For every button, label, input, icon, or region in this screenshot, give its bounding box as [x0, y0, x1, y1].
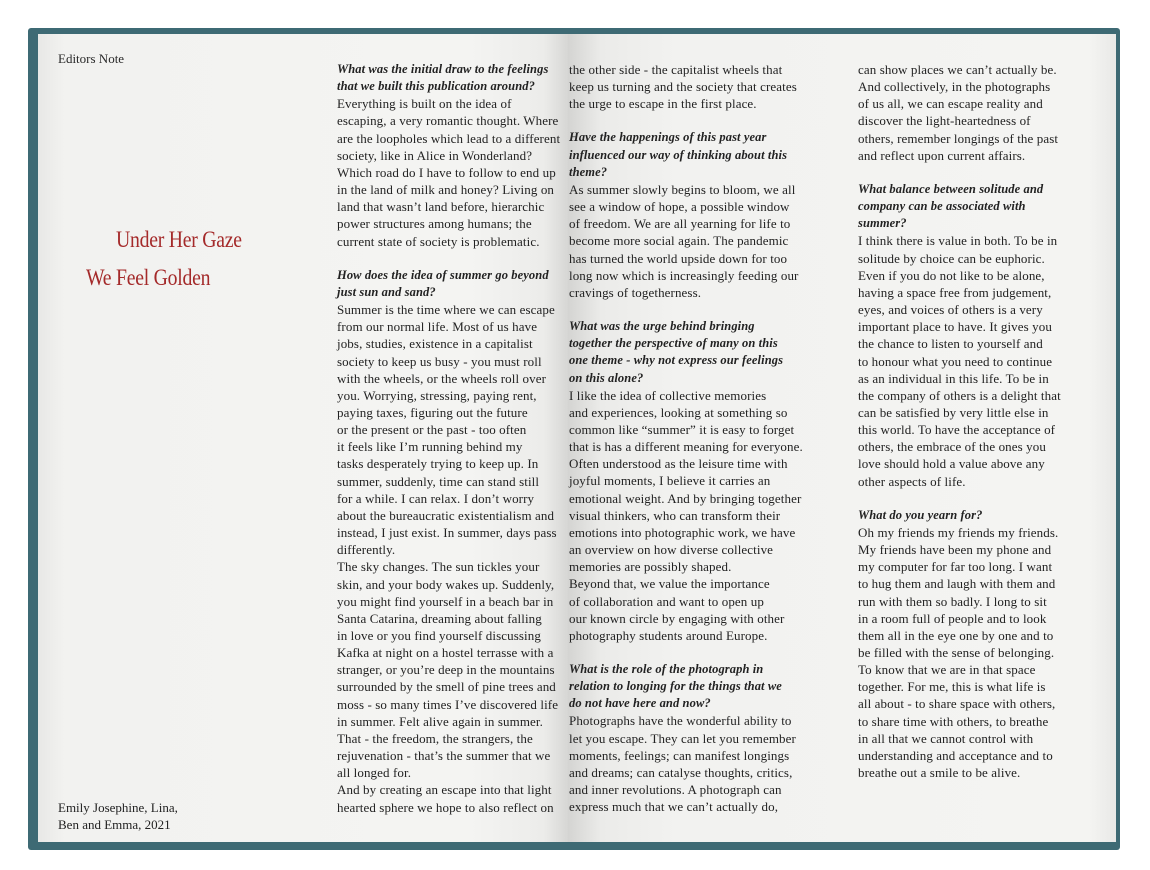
- text-line: become more social again. The pandemic: [569, 233, 789, 249]
- paragraph-gap: [858, 164, 1061, 181]
- right-page: [568, 34, 1116, 842]
- text-line: tasks desperately trying to keep up. In: [337, 456, 539, 472]
- text-line: of collaboration and want to open up: [569, 593, 764, 609]
- text-line: escaping, a very romantic thought. Where: [337, 113, 559, 129]
- text-line: skin, and your body wakes up. Suddenly,: [337, 576, 555, 592]
- question-line: How does the idea of summer go beyond: [337, 267, 549, 282]
- text-line: My friends have been my phone and: [858, 542, 1052, 558]
- text-line: paying taxes, figuring out the future: [337, 404, 528, 420]
- text-line: summer, suddenly, time can stand still: [337, 473, 540, 489]
- text-line: And collectively, in the photographs: [858, 79, 1051, 95]
- text-column-middle: [569, 61, 803, 815]
- text-line: with the wheels, or the wheels roll over: [337, 370, 547, 386]
- text-line: keep us turning and the society that creates: [569, 79, 797, 95]
- text-line: run with them so badly. I long to sit: [858, 593, 1047, 609]
- text-line: Photographs have the wonderful ability to: [569, 713, 792, 729]
- text-line: from our normal life. Most of us have: [337, 319, 538, 335]
- text-line: As summer slowly begins to bloom, we all: [569, 181, 796, 197]
- text-line: Often understood as the leisure time with: [569, 456, 788, 472]
- text-line: Everything is built on the idea of: [337, 96, 512, 112]
- text-column-right: [858, 61, 1061, 781]
- text-line: Santa Catarina, dreaming about falling: [337, 610, 542, 626]
- text-line: can show places we can’t actually be.: [858, 62, 1057, 77]
- text-line: differently.: [337, 542, 396, 558]
- text-line: the company of others is a delight that: [858, 387, 1061, 403]
- text-line: I like the idea of collective memories: [569, 387, 767, 403]
- paragraph-gap: [858, 490, 1061, 507]
- text-line: society to keep us busy - you must roll: [337, 353, 542, 369]
- text-line: eyes, and voices of others is a very: [858, 302, 1043, 318]
- left-page: [38, 34, 576, 842]
- text-line: of freedom. We are all yearning for life to: [569, 216, 791, 232]
- text-line: as an individual in this life. To be in: [858, 370, 1049, 386]
- text-line: That - the freedom, the strangers, the: [337, 730, 533, 746]
- paragraph-gap: [569, 644, 803, 661]
- text-column-left: [337, 61, 560, 816]
- text-line: in love or you find yourself discussing: [337, 628, 541, 643]
- text-line: To know that we are in that space: [858, 662, 1036, 678]
- text-line: having a space free from judgement,: [858, 284, 1052, 300]
- text-line: long now which is increasingly feeding our: [569, 267, 799, 283]
- text-line: solitude by choice can be euphoric.: [858, 250, 1045, 266]
- text-line: joyful moments, I believe it carries an: [569, 473, 771, 489]
- text-line: the other side - the capitalist wheels that: [569, 62, 783, 77]
- text-line: my computer for far too long. I want: [858, 559, 1053, 575]
- text-line: and inner revolutions. A photograph can: [569, 782, 782, 798]
- text-line: all longed for.: [337, 765, 412, 781]
- text-line: to share time with others, to breathe: [858, 713, 1049, 729]
- text-line: our known circle by engaging with other: [569, 610, 785, 626]
- title-line-2: We Feel Golden: [86, 265, 211, 291]
- authors-line: Emily Josephine, Lina,: [58, 800, 178, 815]
- text-line: in summer. Felt alive again in summer.: [337, 713, 543, 729]
- text-line: breathe out a smile to be alive.: [858, 765, 1021, 781]
- text-line: power structures among humans; the: [337, 216, 532, 232]
- text-line: common like “summer” it is easy to forget: [569, 421, 795, 437]
- question-line: summer?: [858, 216, 907, 231]
- question-line: just sun and sand?: [337, 284, 436, 299]
- text-line: land that wasn’t land before, hierarchic: [337, 199, 545, 215]
- question-line: relation to longing for the things that we: [569, 679, 782, 694]
- text-line: rejuvenation - that’s the summer that we: [337, 748, 551, 764]
- text-line: in a room full of people and to look: [858, 610, 1047, 626]
- question-line: that we built this publication around?: [337, 79, 535, 94]
- text-line: together. For me, this is what life is: [858, 679, 1046, 695]
- text-line: Even if you do not like to be alone,: [858, 267, 1045, 283]
- question-line: What is the role of the photograph in: [569, 662, 764, 676]
- text-line: cravings of togetherness.: [569, 284, 702, 300]
- text-line: discover the light-heartedness of: [858, 113, 1031, 129]
- question-line: do not have here and now?: [569, 696, 711, 711]
- text-line: love should hold a value above any: [858, 456, 1045, 472]
- text-line: photography students around Europe.: [569, 627, 768, 643]
- text-line: be filled with the sense of belonging.: [858, 645, 1055, 660]
- text-line: society, like in Alice in Wonderland?: [337, 147, 533, 163]
- text-line: you. Worrying, stressing, paying rent,: [337, 387, 537, 403]
- text-line: the chance to listen to yourself and: [858, 336, 1043, 352]
- text-line: hearted sphere we hope to also reflect on: [337, 799, 554, 815]
- question-line: What was the urge behind bringing: [569, 319, 755, 334]
- text-line: and experiences, looking at something so: [569, 404, 788, 420]
- question-line: company can be associated with: [858, 199, 1026, 214]
- authors-credit: [58, 799, 178, 833]
- text-line: the urge to escape in the first place.: [569, 96, 757, 112]
- question-line: Have the happenings of this past year: [569, 130, 767, 145]
- question-line: What balance between solitude and: [858, 181, 1044, 196]
- text-line: others, remember longings of the past: [858, 130, 1059, 146]
- text-line: see a window of hope, a possible window: [569, 199, 790, 215]
- paragraph-gap: [569, 112, 803, 129]
- text-line: it feels like I’m running behind my: [337, 439, 523, 455]
- text-line: emotions into photographic work, we have: [569, 524, 796, 540]
- paragraph-gap: [569, 301, 803, 318]
- text-line: express much that we can’t actually do,: [569, 799, 779, 815]
- text-line: them all in the eye one by one and to: [858, 627, 1054, 643]
- text-line: moments, feelings; can manifest longings: [569, 747, 790, 763]
- question-line: on this alone?: [569, 370, 644, 385]
- text-line: The sky changes. The sun tickles your: [337, 559, 540, 575]
- text-line: and dreams; can catalyse thoughts, critics,: [569, 764, 793, 780]
- text-line: about the bureaucratic existentialism and: [337, 507, 555, 523]
- text-line: Summer is the time where we can escape: [337, 302, 555, 318]
- authors-line: Ben and Emma, 2021: [58, 817, 171, 832]
- text-line: or the present or the past - too often: [337, 422, 527, 438]
- text-line: emotional weight. And by bringing together: [569, 490, 802, 506]
- text-line: Which road do I have to follow to end up: [337, 164, 556, 180]
- text-line: Oh my friends my friends my friends.: [858, 524, 1059, 540]
- text-line: an overview on how diverse collective: [569, 542, 774, 558]
- text-line: memories are possibly shaped.: [569, 559, 732, 575]
- text-line: I think there is value in both. To be in: [858, 233, 1058, 249]
- text-line: all about - to share space with others,: [858, 696, 1056, 712]
- text-line: stranger, or you’re deep in the mountains: [337, 662, 555, 678]
- text-line: are the loopholes which lead to a different: [337, 130, 561, 146]
- section-header: Editors Note: [58, 51, 125, 66]
- question-line: What do you yearn for?: [858, 507, 983, 522]
- text-line: can be satisfied by very little else in: [858, 404, 1049, 420]
- text-line: has turned the world upside down for too: [569, 250, 788, 266]
- text-line: current state of society is problematic.: [337, 233, 540, 249]
- text-line: other aspects of life.: [858, 473, 966, 489]
- text-line: of us all, we can escape reality and: [858, 96, 1043, 112]
- text-line: let you escape. They can let you remember: [569, 730, 796, 746]
- text-line: that is has a different meaning for everyone.: [569, 439, 803, 455]
- text-line: for a while. I can relax. I don’t worry: [337, 490, 535, 506]
- text-line: others, the embrace of the ones you: [858, 439, 1046, 455]
- text-line: moss - so many times I’ve discovered life: [337, 696, 559, 712]
- question-line: What was the initial draw to the feelings: [337, 62, 549, 76]
- text-line: important place to have. It gives you: [858, 319, 1052, 335]
- question-line: one theme - why not express our feelings: [569, 353, 784, 368]
- question-line: together the perspective of many on this: [569, 336, 778, 351]
- text-line: to honour what you need to continue: [858, 353, 1053, 369]
- text-line: Beyond that, we value the importance: [569, 576, 770, 592]
- text-line: this world. To have the acceptance of: [858, 422, 1056, 438]
- text-line: to hug them and laugh with them and: [858, 576, 1056, 592]
- question-line: influenced our way of thinking about this: [569, 147, 788, 162]
- paragraph-gap: [337, 250, 560, 267]
- text-line: and reflect upon current affairs.: [858, 147, 1026, 163]
- text-line: understanding and acceptance and to: [858, 747, 1053, 763]
- text-line: you might find yourself in a beach bar in: [337, 593, 554, 609]
- text-line: And by creating an escape into that light: [337, 782, 552, 798]
- text-line: Kafka at night on a hostel terrasse with a: [337, 645, 554, 661]
- title-line-1: Under Her Gaze: [116, 227, 242, 253]
- text-line: instead, I just exist. In summer, days pass: [337, 525, 557, 541]
- text-line: visual thinkers, who can transform their: [569, 507, 781, 523]
- text-line: in the land of milk and honey? Living on: [337, 182, 555, 198]
- question-line: theme?: [569, 164, 608, 179]
- text-line: in all that we cannot control with: [858, 730, 1034, 746]
- text-line: surrounded by the smell of pine trees and: [337, 679, 556, 695]
- text-line: jobs, studies, existence in a capitalist: [337, 336, 533, 352]
